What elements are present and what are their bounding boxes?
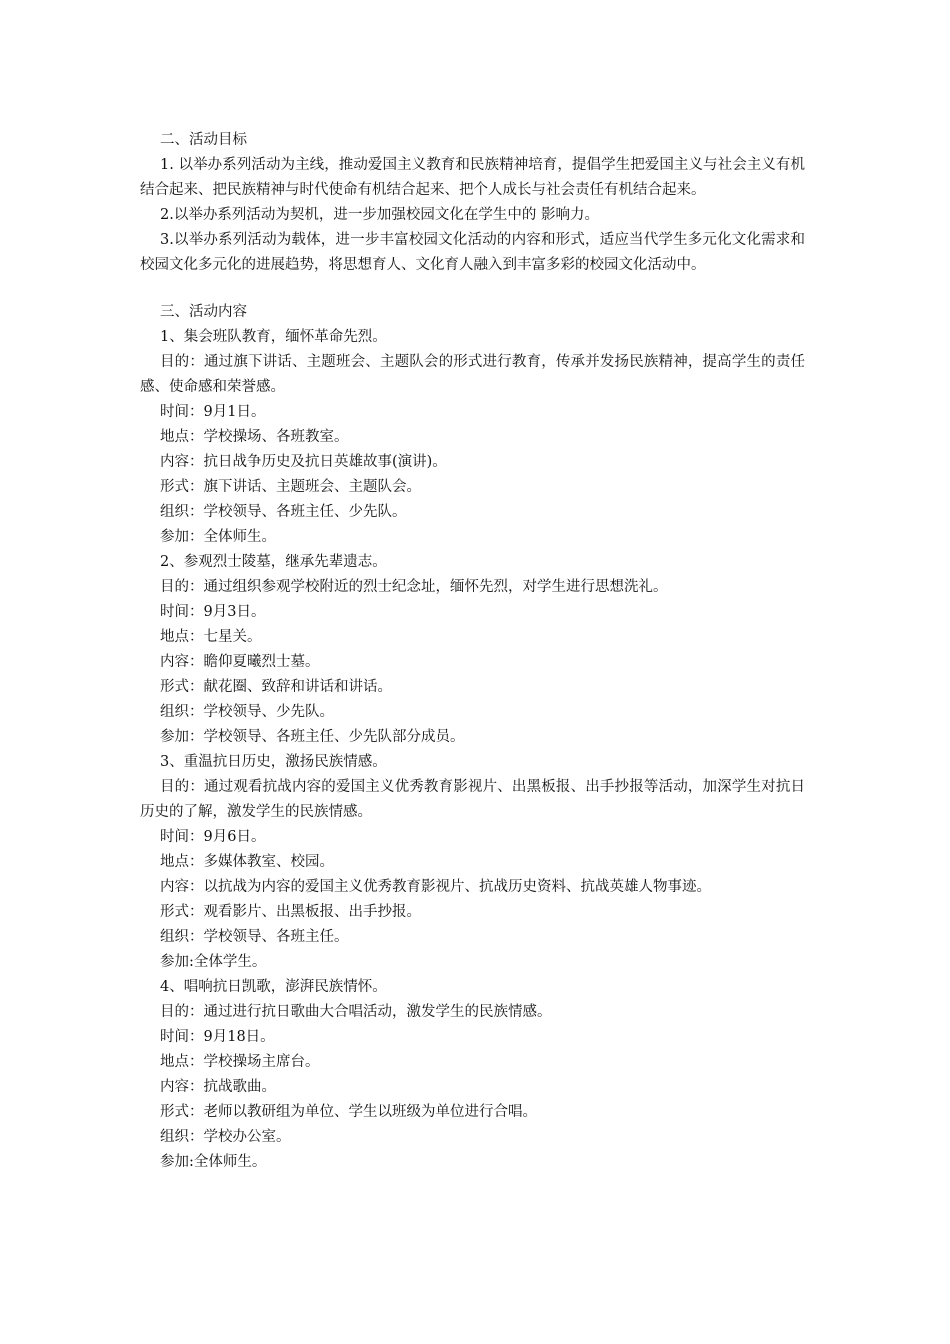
activity-time: 时间：9月1日。 (160, 404, 266, 420)
activity-content: 内容：抗战歌曲。 (160, 1079, 276, 1095)
activity-title: 2、参观烈士陵墓，继承先辈遗志。 (160, 554, 387, 570)
section-spacer (140, 278, 805, 300)
activity-content: 内容：以抗战为内容的爱国主义优秀教育影视片、抗战历史资料、抗战英雄人物事迹。 (160, 879, 711, 895)
activity-time: 时间：9月18日。 (160, 1029, 275, 1045)
activity-title: 1、集会班队教育，缅怀革命先烈。 (160, 329, 387, 345)
activity-organizer: 组织：学校领导、少先队。 (160, 704, 334, 720)
document-body (140, 128, 805, 1175)
activity-participants: 参加:全体学生。 (160, 954, 267, 970)
activity-organizer: 组织：学校领导、各班主任。 (160, 929, 349, 945)
activity-place: 地点：多媒体教室、校园。 (160, 854, 334, 870)
activity-goal: 目的：通过组织参观学校附近的烈士纪念址，缅怀先烈，对学生进行思想洗礼。 (160, 579, 668, 595)
activity-title: 4、唱响抗日凯歌，澎湃民族情怀。 (160, 979, 387, 995)
activity-content: 内容：抗日战争历史及抗日英雄故事(演讲)。 (160, 454, 447, 470)
activity-form: 形式：献花圈、致辞和讲话和讲话。 (160, 679, 392, 695)
activity-organizer: 组织：学校领导、各班主任、少先队。 (160, 504, 407, 520)
activity-form: 形式：观看影片、出黑板报、出手抄报。 (160, 904, 421, 920)
goal-item-1: 1. 以举办系列活动为主线，推动爱国主义教育和民族精神培育，提倡学生把爱国主义与社会主义有机结合起来、把民族精神与时代使命有机结合起来、把个人成长与社会责任有机结合起来。 (140, 157, 805, 198)
activity-participants: 参加：全体师生。 (160, 529, 276, 545)
activity-form: 形式：老师以教研组为单位、学生以班级为单位进行合唱。 (160, 1104, 537, 1120)
activity-participants: 参加:全体师生。 (160, 1154, 267, 1170)
activity-organizer: 组织：学校办公室。 (160, 1129, 291, 1145)
activity-time: 时间：9月6日。 (160, 829, 266, 845)
activity-title: 3、重温抗日历史，激扬民族情感。 (160, 754, 387, 770)
activity-place: 地点：学校操场、各班教室。 (160, 429, 349, 445)
activity-place: 地点：学校操场主席台。 (160, 1054, 320, 1070)
goal-item-2: 2.以举办系列活动为契机，进一步加强校园文化在学生中的 影响力。 (160, 207, 599, 223)
activity-form: 形式：旗下讲话、主题班会、主题队会。 (160, 479, 421, 495)
activity-goal: 目的：通过观看抗战内容的爱国主义优秀教育影视片、出黑板报、出手抄报等活动，加深学生对抗日历史的了解，激发学生的民族情感。 (140, 779, 805, 820)
section-heading-goals: 二、活动目标 (160, 132, 247, 148)
activity-time: 时间：9月3日。 (160, 604, 266, 620)
goal-item-3: 3.以举办系列活动为载体，进一步丰富校园文化活动的内容和形式，适应当代学生多元化文化需求和校园文化多元化的进展趋势，将思想育人、文化育人融入到丰富多彩的校园文化活动中。 (140, 232, 805, 273)
activity-goal: 目的：通过旗下讲话、主题班会、主题队会的形式进行教育，传承并发扬民族精神，提高学生的责任感、使命感和荣誉感。 (140, 354, 805, 395)
section-heading-content: 三、活动内容 (160, 304, 247, 320)
activity-participants: 参加：学校领导、各班主任、少先队部分成员。 (160, 729, 465, 745)
activity-content: 内容：瞻仰夏曦烈士墓。 (160, 654, 320, 670)
activity-place: 地点：七星关。 (160, 629, 262, 645)
activity-goal: 目的：通过进行抗日歌曲大合唱活动，激发学生的民族情感。 (160, 1004, 552, 1020)
